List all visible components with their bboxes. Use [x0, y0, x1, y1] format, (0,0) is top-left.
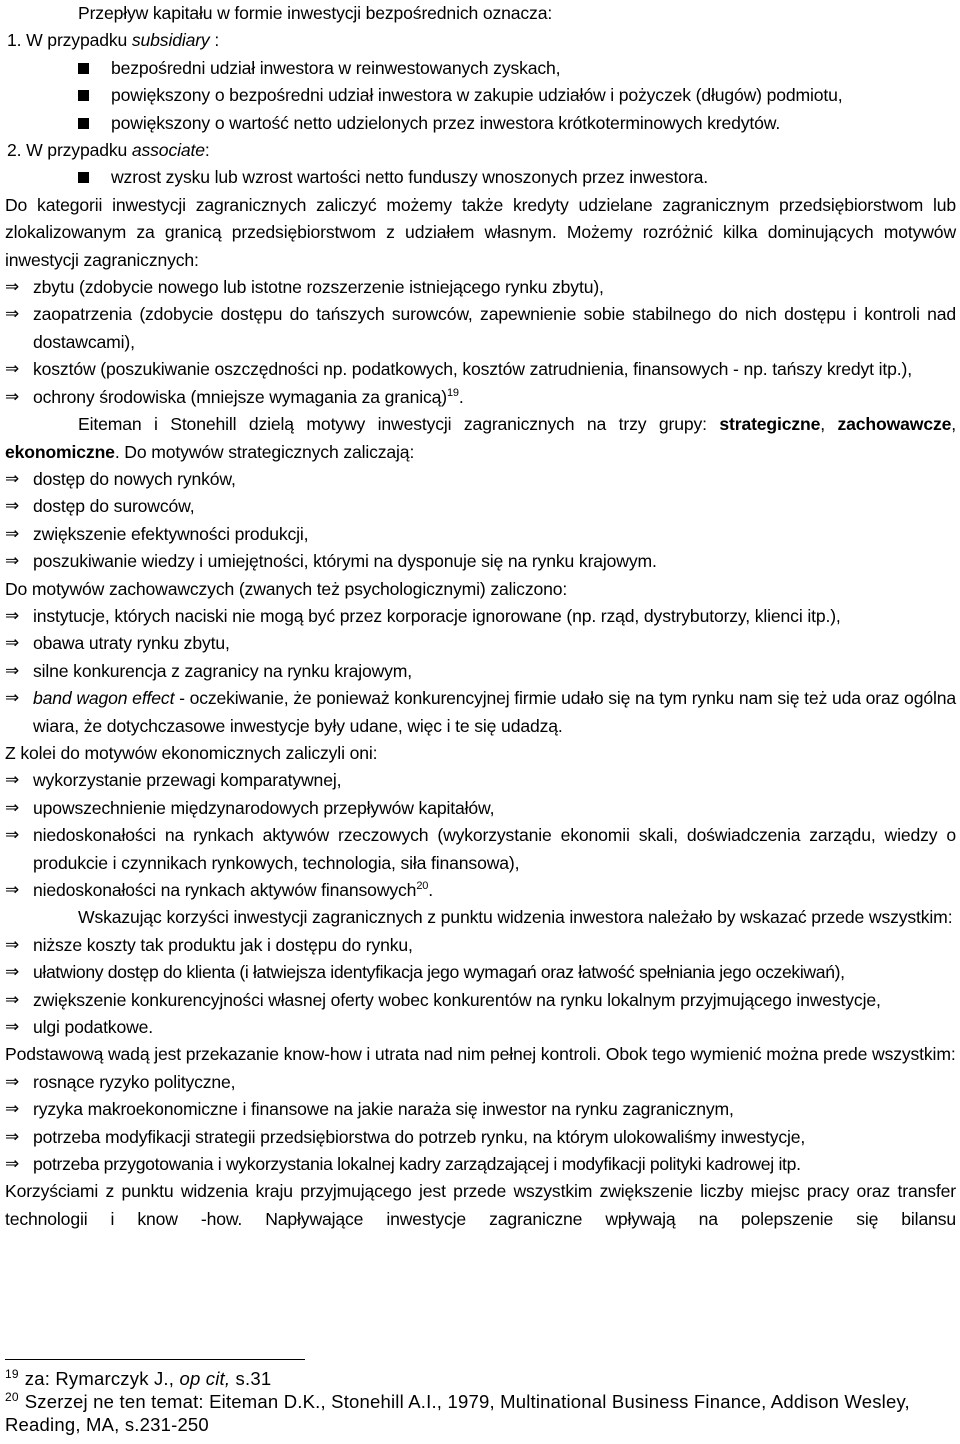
double-arrow-icon: ⇒: [5, 1017, 20, 1038]
group-strategic: strategiczne: [719, 414, 821, 435]
bullet-text: powiększony o wartość netto udzielonych przez inwestora krótkoterminowych kredytów.: [111, 112, 781, 133]
double-arrow-icon: ⇒: [5, 277, 20, 298]
double-arrow-icon: ⇒: [5, 386, 20, 407]
behavioral-text: obawa utraty rynku zbytu,: [33, 633, 230, 654]
strategic-text: dostęp do surowców,: [33, 496, 195, 517]
bandwagon-desc: - oczekiwanie, że ponieważ konkurencyjnej firmie udało się na tym rynku nam się też uda oraz ogólna wiara, że dotychczasowe inwestycje były udane, więc i te się udadzą.: [33, 688, 956, 736]
sep: ,: [820, 414, 838, 435]
bandwagon-term: band wagon effect: [33, 688, 175, 709]
double-arrow-icon: ⇒: [5, 1154, 20, 1175]
item2-prefix: 2. W przypadku: [7, 140, 132, 161]
economic-item: [5, 877, 956, 904]
strategic-text: dostęp do nowych rynków,: [33, 468, 236, 489]
double-arrow-icon: ⇒: [5, 551, 20, 572]
double-arrow-icon: ⇒: [5, 688, 20, 709]
drawback-item: [5, 1069, 956, 1096]
strategic-item: [5, 466, 956, 493]
motive-text: kosztów (poszukiwanie oszczędności np. podatkowych, kosztów zatrudnienia, finansowych - np. tańszy kredyt itp.),: [33, 359, 912, 380]
double-arrow-icon: ⇒: [5, 496, 20, 517]
motive-item: [5, 384, 956, 411]
benefit-text: ulgi podatkowe.: [33, 1017, 154, 1038]
motive-item: [5, 356, 956, 383]
drawback-text: potrzeba przygotowania i wykorzystania lokalnej kadry zarządzającej i modyfikacji polityki kadrowej itp.: [33, 1154, 801, 1175]
benefit-text: zwiększenie konkurencyjności własnej oferty wobec konkurentów na rynku lokalnym przyjmującego inwestycje,: [33, 989, 881, 1010]
economic-end: .: [428, 880, 433, 900]
footnote-ref-19[interactable]: 19: [446, 386, 459, 399]
item1-heading: [5, 27, 956, 54]
double-arrow-icon: ⇒: [5, 660, 20, 681]
drawback-text: potrzeba modyfikacji strategii przedsiębiorstwa do potrzeb rynku, na którym ulokowaliśmy inwestycje,: [33, 1126, 806, 1147]
footnote-number: 19: [5, 1366, 19, 1381]
double-arrow-icon: ⇒: [5, 770, 20, 791]
behavioral-item: [5, 685, 956, 740]
strategic-text: zwiększenie efektywności produkcji,: [33, 523, 309, 544]
motive-item: [5, 301, 956, 356]
double-arrow-icon: ⇒: [5, 825, 20, 846]
footnote-text: Szerzej ne ten temat: Eiteman D.K., Stonehill A.I., 1979, Multinational Business Finance, Addison Wesley, Reading, MA, s.231-250: [5, 1391, 910, 1435]
item2-suffix: :: [204, 140, 210, 161]
benefit-item: [5, 987, 956, 1014]
double-arrow-icon: ⇒: [5, 304, 20, 325]
behavioral-intro: Do motywów zachowawczych (zwanych też psychologicznymi) zaliczono:: [5, 578, 568, 599]
behavioral-item: [5, 658, 956, 685]
strategic-item: [5, 548, 956, 575]
benefit-item: [5, 932, 956, 959]
strategic-item: [5, 493, 956, 520]
footnote-text: za: Rymarczyk J.,: [24, 1368, 180, 1389]
footnote-italic: op cit,: [179, 1368, 231, 1389]
group-behavioral: zachowawcze: [837, 414, 952, 435]
square-bullet-icon: [78, 118, 89, 129]
double-arrow-icon: ⇒: [5, 359, 20, 380]
economic-item: [5, 822, 956, 877]
motive-end: .: [458, 386, 464, 407]
motive-text: [33, 384, 956, 411]
item1-term: subsidiary: [131, 30, 210, 51]
economic-text: wykorzystanie przewagi komparatywnej,: [33, 770, 342, 791]
double-arrow-icon: ⇒: [5, 1071, 20, 1092]
footnote-tail: s.31: [230, 1368, 272, 1389]
intro-line: Przepływ kapitału w formie inwestycji bezpośrednich oznacza:: [78, 3, 553, 23]
square-bullet-icon: [78, 63, 89, 74]
square-bullet-icon: [78, 90, 89, 101]
double-arrow-icon: ⇒: [5, 989, 20, 1010]
closing-paragraph: Korzyściami z punktu widzenia kraju przyjmującego jest przede wszystkim zwiększenie liczby miejsc pracy oraz transfer technologii i know -how. Napływające inwestycje zagraniczne wpływają na polepszenie się bilansu: [5, 1181, 956, 1229]
eiteman-tail: . Do motywów strategicznych zaliczają:: [114, 441, 415, 462]
strategic-text: poszukiwanie wiedzy i umiejętności, którymi na dysponuje się na rynku krajowym.: [33, 551, 657, 572]
bandwagon-text: [33, 685, 956, 740]
drawback-text: ryzyka makroekonomiczne i finansowe na jakie naraża się inwestor na rynku zagranicznym,: [33, 1099, 734, 1120]
drawback-text: rosnące ryzyko polityczne,: [33, 1071, 236, 1092]
group-economic: ekonomiczne: [5, 441, 115, 462]
item1-bullet: [5, 82, 956, 109]
motive-text: zbytu (zdobycie nowego lub istotne rozszerzenie istniejącego rynku zbytu),: [33, 277, 604, 298]
double-arrow-icon: ⇒: [5, 962, 20, 983]
footnotes: [5, 1367, 955, 1436]
eiteman-text: Eiteman i Stonehill dzielą motywy inwestycji zagranicznych na trzy grupy:: [78, 414, 720, 435]
double-arrow-icon: ⇒: [5, 1126, 20, 1147]
economic-intro: Z kolei do motywów ekonomicznych zaliczyli oni:: [5, 742, 378, 763]
drawback-item: [5, 1096, 956, 1123]
behavioral-item: [5, 630, 956, 657]
behavioral-item: [5, 603, 956, 630]
motive-item: [5, 274, 956, 301]
item2-term: associate: [131, 140, 205, 161]
drawback-item: [5, 1151, 956, 1178]
double-arrow-icon: ⇒: [5, 1099, 20, 1120]
motive-text-main: ochrony środowiska (mniejsze wymagania za granicą): [33, 386, 447, 407]
square-bullet-icon: [78, 172, 89, 183]
footnote-20: [5, 1390, 955, 1436]
behavioral-text: instytucje, których naciski nie mogą być przez korporacje ignorowane (np. rząd, dystrybutorzy, klienci itp.),: [33, 605, 841, 626]
behavioral-text: silne konkurencja z zagranicy na rynku krajowym,: [33, 660, 413, 681]
item1-bullet: [5, 110, 956, 137]
item2-heading: [5, 137, 956, 164]
categories-paragraph: Do kategorii inwestycji zagranicznych zaliczyć możemy także kredyty udzielane zagranicznym przedsiębiorstwom lub zlokalizowanym za granicą przedsiębiorstwom z udziałem własnym. Możemy rozróżnić kilka dominujących motywów inwestycji zagranicznych:: [5, 194, 956, 270]
bullet-text: wzrost zysku lub wzrost wartości netto funduszy wnoszonych przez inwestora.: [111, 167, 708, 188]
economic-text-main: niedoskonałości na rynkach aktywów finansowych: [33, 880, 417, 900]
sep: ,: [951, 414, 956, 435]
item1-prefix: 1. W przypadku: [7, 30, 132, 51]
footnote-ref-20[interactable]: 20: [416, 880, 429, 893]
motive-text: zaopatrzenia (zdobycie dostępu do tańszych surowców, zapewnienie sobie stabilnego do nich dostępu i kontroli nad dostawcami),: [33, 304, 956, 352]
economic-item: [5, 795, 956, 822]
double-arrow-icon: ⇒: [5, 797, 20, 818]
benefit-item: [5, 1014, 956, 1041]
double-arrow-icon: ⇒: [5, 523, 20, 544]
drawback-item: [5, 1124, 956, 1151]
double-arrow-icon: ⇒: [5, 605, 20, 626]
bullet-text: powiększony o bezpośredni udział inwestora w zakupie udziałów i pożyczek (długów) podmiotu,: [111, 85, 843, 106]
economic-text: upowszechnienie międzynarodowych przepływów kapitałów,: [33, 797, 495, 818]
economic-text: [33, 877, 956, 904]
footnote-number: 20: [5, 1389, 19, 1404]
footnote-19: [5, 1367, 955, 1390]
strategic-item: [5, 521, 956, 548]
benefits-intro: Wskazując korzyści inwestycji zagranicznych z punktu widzenia inwestora należało by wskazać przede wszystkim:: [78, 907, 953, 928]
double-arrow-icon: ⇒: [5, 468, 20, 489]
footnote-divider: [5, 1359, 305, 1360]
benefit-item: [5, 959, 956, 986]
eiteman-paragraph: [5, 411, 956, 466]
bullet-text: bezpośredni udział inwestora w reinwestowanych zyskach,: [111, 57, 561, 78]
drawbacks-intro: Podstawową wadą jest przekazanie know-how i utrata nad nim pełnej kontroli. Obok tego wymienić można prede wszystkim:: [5, 1044, 956, 1065]
benefit-text: niższe koszty tak produktu jak i dostępu do rynku,: [33, 934, 413, 955]
economic-text: niedoskonałości na rynkach aktywów rzeczowych (wykorzystanie ekonomii skali, doświadczenia zarządu, wiedzy o produkcie i czynnikach rynkowych, technologia, siła finansowa),: [33, 825, 956, 873]
item1-suffix: :: [209, 30, 220, 51]
item1-bullet: [5, 55, 956, 82]
benefit-text: ułatwiony dostęp do klienta (i łatwiejsza identyfikacja jego wymagań oraz łatwość spełniania jego oczekiwań),: [33, 962, 845, 983]
double-arrow-icon: ⇒: [5, 633, 20, 654]
economic-item: [5, 767, 956, 794]
double-arrow-icon: ⇒: [5, 934, 20, 955]
double-arrow-icon: ⇒: [5, 880, 20, 900]
item2-bullet: [5, 164, 956, 191]
